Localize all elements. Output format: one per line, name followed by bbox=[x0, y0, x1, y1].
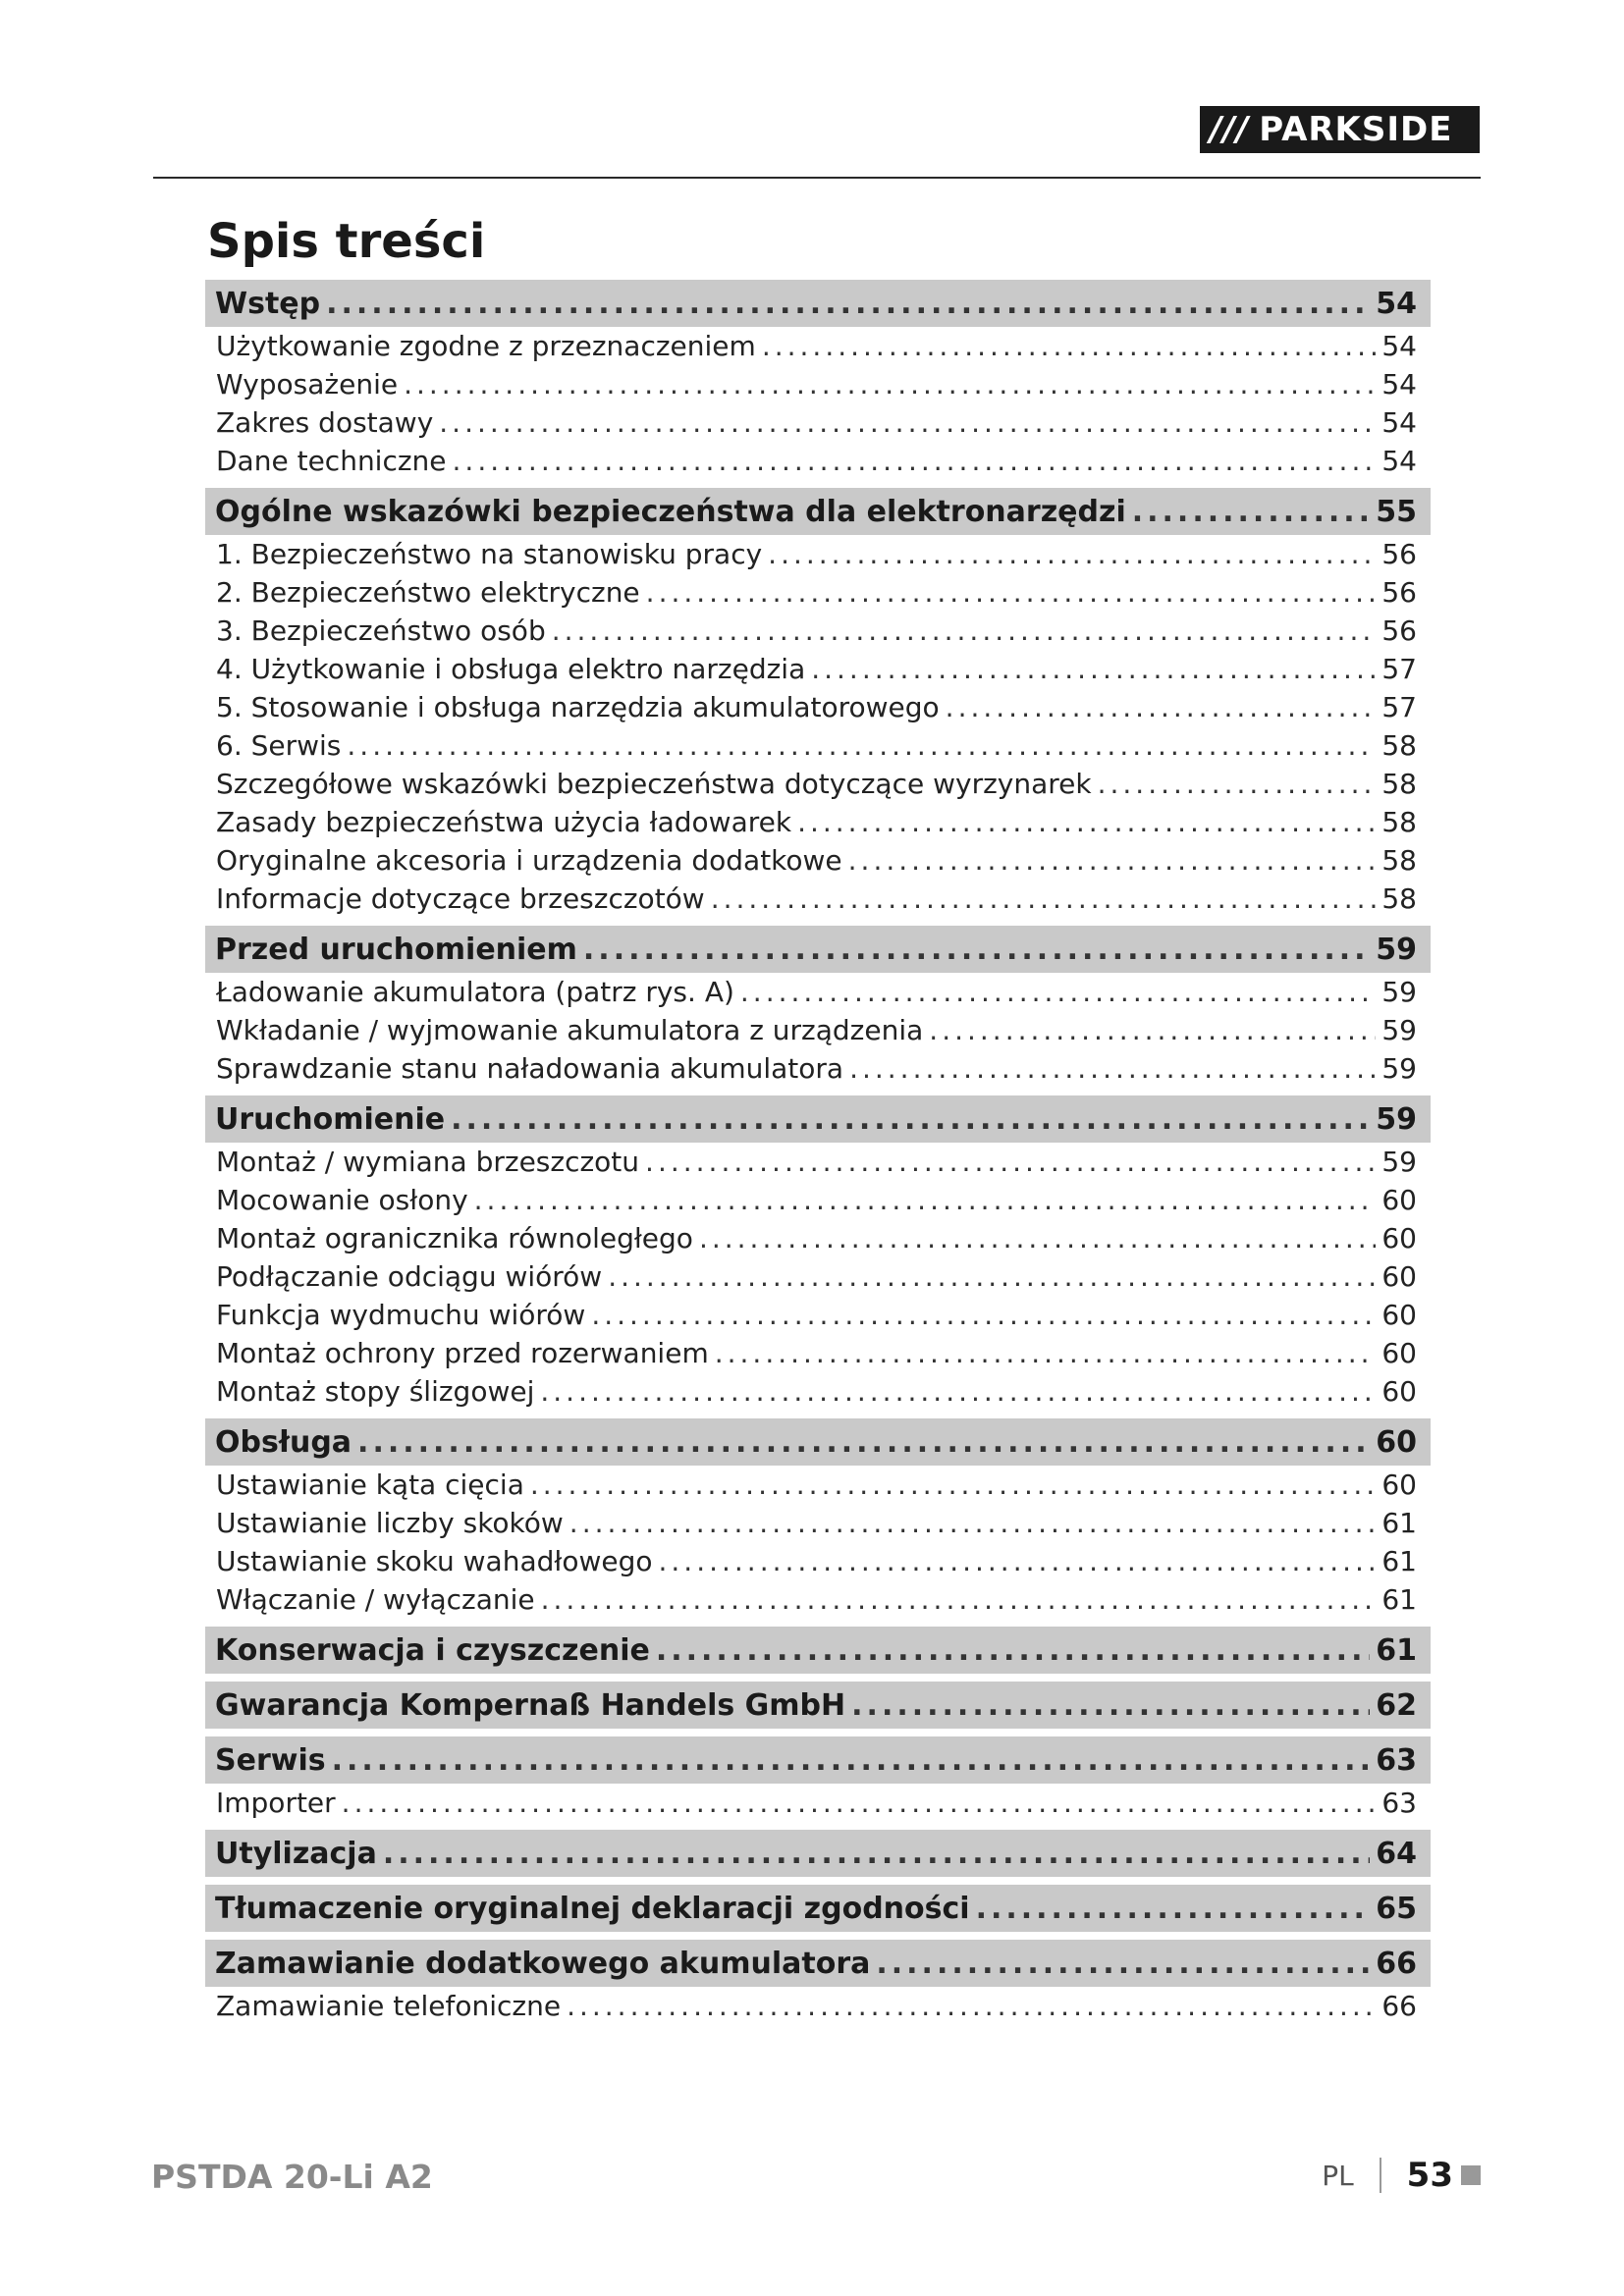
toc-section-title: Utylizacja bbox=[215, 1836, 377, 1871]
toc-entry[interactable] bbox=[205, 1011, 1431, 1049]
dot-leader bbox=[540, 1375, 1376, 1408]
dot-leader bbox=[659, 1545, 1377, 1577]
toc-row bbox=[215, 933, 1417, 967]
toc-entry[interactable] bbox=[205, 688, 1431, 726]
toc-row bbox=[215, 495, 1417, 529]
toc-entry-page: 60 bbox=[1381, 1222, 1417, 1255]
toc-section bbox=[205, 1736, 1431, 1822]
toc-row bbox=[216, 768, 1417, 800]
toc-row bbox=[216, 614, 1417, 647]
toc-entry[interactable] bbox=[205, 1542, 1431, 1580]
toc-entry[interactable] bbox=[205, 1219, 1431, 1257]
toc-section-header[interactable] bbox=[205, 1885, 1431, 1932]
footer-page-info bbox=[1322, 2156, 1481, 2195]
toc-entry[interactable] bbox=[205, 327, 1431, 365]
toc-section bbox=[205, 280, 1431, 480]
toc-entry-label: 5. Stosowanie i obsługa narzędzia akumulatorowego bbox=[216, 691, 940, 723]
toc-row bbox=[215, 1688, 1417, 1723]
dot-leader bbox=[656, 1633, 1370, 1668]
toc-entry-label: Ustawianie kąta cięcia bbox=[216, 1468, 524, 1501]
toc-entry-label: Ustawianie liczby skoków bbox=[216, 1507, 564, 1539]
toc-section-header[interactable] bbox=[205, 280, 1431, 327]
footer-language: PL bbox=[1322, 2159, 1354, 2192]
toc-entry-label: Wkładanie / wyjmowanie akumulatora z urządzenia bbox=[216, 1014, 924, 1046]
toc-entry[interactable] bbox=[205, 1049, 1431, 1088]
toc-row bbox=[216, 1468, 1417, 1501]
toc-entry-label: Importer bbox=[216, 1787, 336, 1819]
toc-entry[interactable] bbox=[205, 973, 1431, 1011]
toc-entry[interactable] bbox=[205, 1580, 1431, 1619]
toc-entry-label: 3. Bezpieczeństwo osób bbox=[216, 614, 546, 647]
dot-leader bbox=[347, 729, 1376, 762]
toc-row bbox=[216, 844, 1417, 877]
header-rule bbox=[153, 177, 1481, 179]
toc-entry-label: Dane techniczne bbox=[216, 445, 447, 477]
dot-leader bbox=[851, 1688, 1370, 1723]
toc-section-title: Wstęp bbox=[215, 286, 321, 321]
toc-entry[interactable] bbox=[205, 726, 1431, 765]
toc-row bbox=[216, 1375, 1417, 1408]
parkside-logo bbox=[1200, 106, 1480, 153]
footer-divider bbox=[1380, 2158, 1381, 2193]
toc-entry[interactable] bbox=[205, 573, 1431, 612]
toc-row bbox=[216, 576, 1417, 609]
toc-entry[interactable] bbox=[205, 803, 1431, 841]
toc-row bbox=[216, 1222, 1417, 1255]
dot-leader bbox=[876, 1947, 1370, 1981]
toc-entry-page: 60 bbox=[1381, 1468, 1417, 1501]
toc-entry-page: 57 bbox=[1381, 691, 1417, 723]
toc-entry-label: Podłączanie odciągu wiórów bbox=[216, 1260, 603, 1293]
toc-entry-label: Wyposażenie bbox=[216, 368, 399, 400]
toc-row bbox=[216, 882, 1417, 915]
toc-entry-page: 59 bbox=[1381, 1014, 1417, 1046]
toc-entry-page: 54 bbox=[1381, 406, 1417, 439]
toc-entry[interactable] bbox=[205, 1181, 1431, 1219]
toc-section bbox=[205, 1418, 1431, 1619]
toc-entry[interactable] bbox=[205, 841, 1431, 880]
toc-section-page: 62 bbox=[1376, 1687, 1417, 1723]
dot-leader bbox=[1098, 768, 1377, 800]
toc-section-page: 54 bbox=[1376, 286, 1417, 321]
dot-leader bbox=[645, 1146, 1376, 1178]
dot-leader bbox=[530, 1468, 1377, 1501]
toc-entry-page: 54 bbox=[1381, 330, 1417, 362]
toc-entry-page: 60 bbox=[1381, 1299, 1417, 1331]
toc-section-page: 63 bbox=[1376, 1742, 1417, 1778]
toc-section-page: 59 bbox=[1376, 932, 1417, 967]
toc-section-page: 65 bbox=[1376, 1891, 1417, 1926]
toc-section-title: Przed uruchomieniem bbox=[215, 932, 577, 967]
toc-entry-page: 59 bbox=[1381, 976, 1417, 1008]
dot-leader bbox=[451, 1102, 1370, 1137]
toc-section-page: 64 bbox=[1376, 1836, 1417, 1871]
toc-row bbox=[216, 538, 1417, 570]
toc-entry[interactable] bbox=[205, 1372, 1431, 1411]
toc-section-title: Konserwacja i czyszczenie bbox=[215, 1632, 650, 1668]
toc-entry-page: 59 bbox=[1381, 1052, 1417, 1085]
toc-section-header[interactable] bbox=[205, 488, 1431, 535]
toc-entry-label: Zamawianie telefoniczne bbox=[216, 1990, 562, 2022]
dot-leader bbox=[567, 1990, 1376, 2022]
toc-section-header[interactable] bbox=[205, 1682, 1431, 1729]
toc-row bbox=[215, 287, 1417, 321]
toc-row bbox=[215, 1102, 1417, 1137]
toc-entry[interactable] bbox=[205, 1987, 1431, 2025]
dot-leader bbox=[715, 1337, 1377, 1369]
dot-leader bbox=[383, 1837, 1370, 1871]
toc-entry-label: Montaż ochrony przed rozerwaniem bbox=[216, 1337, 709, 1369]
toc-entry-label: Użytkowanie zgodne z przeznaczeniem bbox=[216, 330, 756, 362]
dot-leader bbox=[552, 614, 1377, 647]
toc-entry-page: 58 bbox=[1381, 882, 1417, 915]
toc-entry-label: 4. Użytkowanie i obsługa elektro narzędzia bbox=[216, 653, 806, 685]
toc-section-title: Serwis bbox=[215, 1742, 326, 1778]
footer-model: PSTDA 20-Li A2 bbox=[151, 2158, 433, 2196]
toc-row bbox=[216, 1545, 1417, 1577]
dot-leader bbox=[439, 406, 1376, 439]
toc-entry[interactable] bbox=[205, 880, 1431, 918]
toc-section-title: Tłumaczenie oryginalnej deklaracji zgodności bbox=[215, 1891, 970, 1926]
dot-leader bbox=[768, 538, 1376, 570]
toc-row bbox=[215, 1947, 1417, 1981]
toc-row bbox=[216, 368, 1417, 400]
toc-section-page: 59 bbox=[1376, 1101, 1417, 1137]
toc-entry-label: Ustawianie skoku wahadłowego bbox=[216, 1545, 653, 1577]
toc-entry-page: 58 bbox=[1381, 768, 1417, 800]
toc-entry-label: 6. Serwis bbox=[216, 729, 342, 762]
dot-leader bbox=[583, 933, 1370, 967]
toc-entry-page: 60 bbox=[1381, 1337, 1417, 1369]
toc-row bbox=[216, 806, 1417, 838]
toc-entry-page: 56 bbox=[1381, 538, 1417, 570]
toc-section-title: Uruchomienie bbox=[215, 1101, 446, 1137]
toc-entry-label: Włączanie / wyłączanie bbox=[216, 1583, 535, 1616]
toc-entry-label: Montaż stopy ślizgowej bbox=[216, 1375, 535, 1408]
toc-entry-page: 59 bbox=[1381, 1146, 1417, 1178]
toc-entry-label: Informacje dotyczące brzeszczotów bbox=[216, 882, 705, 915]
toc-entry[interactable] bbox=[205, 1466, 1431, 1504]
toc-section-header[interactable] bbox=[205, 1830, 1431, 1877]
toc-entry-page: 66 bbox=[1381, 1990, 1417, 2022]
toc-section-page: 66 bbox=[1376, 1946, 1417, 1981]
dot-leader bbox=[608, 1260, 1376, 1293]
dot-leader bbox=[976, 1892, 1371, 1926]
toc-row bbox=[216, 1014, 1417, 1046]
dot-leader bbox=[699, 1222, 1376, 1255]
toc-entry-label: Szczegółowe wskazówki bezpieczeństwa dotyczące wyrzynarek bbox=[216, 768, 1092, 800]
toc-entry-label: Mocowanie osłony bbox=[216, 1184, 468, 1216]
dot-leader bbox=[811, 653, 1376, 685]
toc-entry-label: Montaż ogranicznika równoległego bbox=[216, 1222, 693, 1255]
toc-row bbox=[215, 1892, 1417, 1926]
toc-entry-label: Sprawdzanie stanu naładowania akumulatora bbox=[216, 1052, 844, 1085]
toc-section bbox=[205, 1885, 1431, 1932]
toc-entry[interactable] bbox=[205, 1257, 1431, 1296]
footer-page-number: 53 bbox=[1406, 2156, 1453, 2195]
dot-leader bbox=[404, 368, 1376, 400]
toc-row bbox=[216, 330, 1417, 362]
toc-row bbox=[215, 1837, 1417, 1871]
toc-entry-page: 54 bbox=[1381, 368, 1417, 400]
toc-section-title: Gwarancja Kompernaß Handels GmbH bbox=[215, 1687, 846, 1723]
toc-row bbox=[216, 1146, 1417, 1178]
toc-entry-page: 58 bbox=[1381, 844, 1417, 877]
dot-leader bbox=[848, 844, 1377, 877]
toc-section-page: 60 bbox=[1376, 1424, 1417, 1460]
toc-entry[interactable] bbox=[205, 403, 1431, 442]
page-title: Spis treści bbox=[207, 214, 486, 269]
toc-section-title: Zamawianie dodatkowego akumulatora bbox=[215, 1946, 871, 1981]
toc-row bbox=[216, 1337, 1417, 1369]
toc-entry-page: 60 bbox=[1381, 1260, 1417, 1293]
toc-section-header[interactable] bbox=[205, 926, 1431, 973]
toc-entry-page: 63 bbox=[1381, 1787, 1417, 1819]
toc-entry-page: 60 bbox=[1381, 1375, 1417, 1408]
dot-leader bbox=[946, 691, 1377, 723]
toc-section bbox=[205, 1940, 1431, 2025]
dot-leader bbox=[541, 1583, 1377, 1616]
dot-leader bbox=[762, 330, 1377, 362]
dot-leader bbox=[646, 576, 1377, 609]
toc-entry-page: 58 bbox=[1381, 729, 1417, 762]
toc-row bbox=[216, 653, 1417, 685]
toc-entry-page: 56 bbox=[1381, 576, 1417, 609]
toc-entry[interactable] bbox=[205, 535, 1431, 573]
toc-entry[interactable] bbox=[205, 765, 1431, 803]
toc-row bbox=[216, 1260, 1417, 1293]
toc-row bbox=[216, 406, 1417, 439]
toc-row bbox=[216, 1507, 1417, 1539]
logo-text: PARKSIDE bbox=[1259, 110, 1453, 149]
dot-leader bbox=[569, 1507, 1377, 1539]
toc-section bbox=[205, 488, 1431, 918]
dot-leader bbox=[711, 882, 1377, 915]
toc-entry[interactable] bbox=[205, 650, 1431, 688]
toc-entry-label: 1. Bezpieczeństwo na stanowisku pracy bbox=[216, 538, 763, 570]
dot-leader bbox=[1132, 495, 1371, 529]
toc-entry-page: 54 bbox=[1381, 445, 1417, 477]
toc-row bbox=[216, 691, 1417, 723]
toc-entry[interactable] bbox=[205, 365, 1431, 403]
dot-leader bbox=[326, 287, 1370, 321]
toc-entry-label: Zasady bezpieczeństwa użycia ładowarek bbox=[216, 806, 792, 838]
table-of-contents bbox=[205, 280, 1431, 2025]
toc-entry[interactable] bbox=[205, 1784, 1431, 1822]
dot-leader bbox=[797, 806, 1376, 838]
toc-section-header[interactable] bbox=[205, 1095, 1431, 1143]
toc-section bbox=[205, 926, 1431, 1088]
toc-entry-label: Zakres dostawy bbox=[216, 406, 434, 439]
toc-section-header[interactable] bbox=[205, 1418, 1431, 1466]
toc-section-title: Ogólne wskazówki bezpieczeństwa dla elektronarzędzi bbox=[215, 494, 1126, 529]
toc-section bbox=[205, 1682, 1431, 1729]
dot-leader bbox=[357, 1425, 1370, 1460]
toc-row bbox=[216, 976, 1417, 1008]
toc-row bbox=[215, 1633, 1417, 1668]
toc-entry-page: 56 bbox=[1381, 614, 1417, 647]
toc-row bbox=[216, 1583, 1417, 1616]
toc-row bbox=[215, 1743, 1417, 1778]
toc-entry-label: 2. Bezpieczeństwo elektryczne bbox=[216, 576, 640, 609]
dot-leader bbox=[453, 445, 1377, 477]
toc-row bbox=[216, 1052, 1417, 1085]
dot-leader bbox=[342, 1787, 1377, 1819]
dot-leader bbox=[591, 1299, 1376, 1331]
toc-entry-page: 57 bbox=[1381, 653, 1417, 685]
toc-row bbox=[215, 1425, 1417, 1460]
toc-row bbox=[216, 729, 1417, 762]
toc-entry[interactable] bbox=[205, 442, 1431, 480]
dot-leader bbox=[740, 976, 1376, 1008]
toc-section-header[interactable] bbox=[205, 1736, 1431, 1784]
toc-entry-page: 61 bbox=[1381, 1545, 1417, 1577]
toc-entry[interactable] bbox=[205, 1334, 1431, 1372]
toc-entry-page: 61 bbox=[1381, 1583, 1417, 1616]
toc-section bbox=[205, 1627, 1431, 1674]
toc-section bbox=[205, 1830, 1431, 1877]
toc-entry[interactable] bbox=[205, 1504, 1431, 1542]
toc-section-page: 55 bbox=[1376, 494, 1417, 529]
toc-entry-page: 61 bbox=[1381, 1507, 1417, 1539]
toc-section-page: 61 bbox=[1376, 1632, 1417, 1668]
toc-entry-label: Funkcja wydmuchu wiórów bbox=[216, 1299, 586, 1331]
toc-row bbox=[216, 1787, 1417, 1819]
toc-row bbox=[216, 1184, 1417, 1216]
toc-entry[interactable] bbox=[205, 1143, 1431, 1181]
toc-row bbox=[216, 1299, 1417, 1331]
dot-leader bbox=[849, 1052, 1376, 1085]
dot-leader bbox=[929, 1014, 1376, 1046]
toc-entry-label: Ładowanie akumulatora (patrz rys. A) bbox=[216, 976, 734, 1008]
toc-entry-page: 60 bbox=[1381, 1184, 1417, 1216]
toc-entry-page: 58 bbox=[1381, 806, 1417, 838]
toc-section-title: Obsługa bbox=[215, 1424, 352, 1460]
dot-leader bbox=[474, 1184, 1377, 1216]
toc-section bbox=[205, 1095, 1431, 1411]
footer-square-marker bbox=[1461, 2165, 1481, 2185]
toc-section-header[interactable] bbox=[205, 1627, 1431, 1674]
toc-entry-label: Montaż / wymiana brzeszczotu bbox=[216, 1146, 640, 1178]
toc-section-header[interactable] bbox=[205, 1940, 1431, 1987]
toc-entry[interactable] bbox=[205, 1296, 1431, 1334]
dot-leader bbox=[332, 1743, 1371, 1778]
toc-entry[interactable] bbox=[205, 612, 1431, 650]
toc-row bbox=[216, 445, 1417, 477]
toc-row bbox=[216, 1990, 1417, 2022]
logo-slashes: /// bbox=[1210, 110, 1250, 149]
toc-entry-label: Oryginalne akcesoria i urządzenia dodatkowe bbox=[216, 844, 842, 877]
